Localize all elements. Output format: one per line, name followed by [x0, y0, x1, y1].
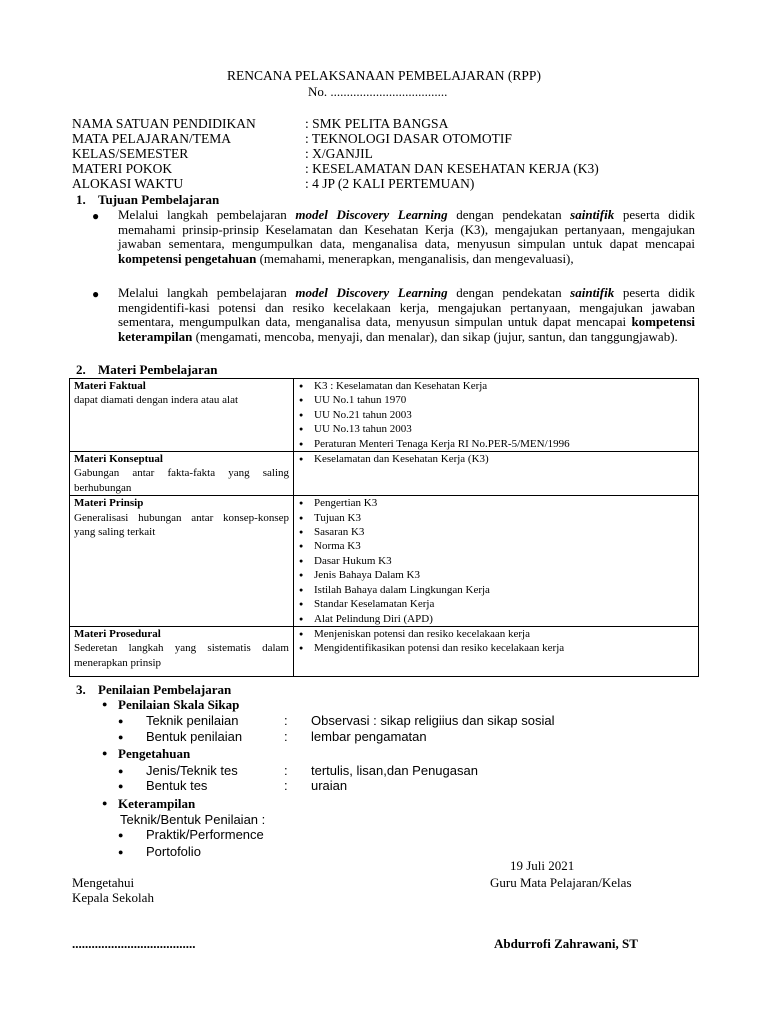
list-item: ● Mengidentifikasikan potensi dan resiko kecelakaan kerja [298, 641, 694, 655]
list-item: ● K3 : Keselamatan dan Kesehatan Kerja [298, 379, 694, 393]
text-run: peserta didik mengidentifi-kasi potensi dan resiko kecelakaan kerja, mengajukan pertanyaan, mengajukan jawaban sementara, mengumpulkan data, menganalisa data, menyusun simpulan untuk dapat mencapai [118, 285, 695, 330]
assessment-colon: : [284, 763, 288, 778]
list-item: ● UU No.21 tahun 2003 [298, 408, 694, 422]
material-items-cell [294, 626, 699, 676]
material-type-head: Materi Prinsip [74, 497, 144, 510]
materials-table [69, 378, 699, 677]
table-row [70, 626, 699, 676]
assessment-intro: Teknik/Bentuk Penilaian : [120, 812, 266, 827]
list-item: ● Tujuan K3 [298, 511, 694, 525]
assessment-label: Teknik penilaian [146, 713, 239, 728]
text-run: (mengamati, mencoba, menyaji, dan menalar), dan sikap (jujur, santun, dan tanggungjawab). [192, 328, 678, 344]
list-item: ● Jenis Bahaya Dalam K3 [298, 568, 694, 582]
text-run: peserta didik memahami prinsip-prinsip Keselamatan dan Kesehatan Kerja (K3), mengajukan pertanyaan, mengajukan jawaban sementara, mengumpulkan data, menganalisa data, menyusun simpulan untuk dapat mencapai [118, 207, 695, 252]
identity-value: : X/GANJIL [305, 146, 373, 161]
list-item: ● Sasaran K3 [298, 525, 694, 539]
text-run: Melalui langkah pembelajaran [118, 285, 296, 300]
text-run: dengan pendekatan [447, 285, 571, 300]
material-type-desc: dapat diamati dengan indera atau alat [74, 394, 239, 407]
identity-value: : TEKNOLOGI DASAR OTOMOTIF [305, 131, 512, 146]
list-item: ● Dasar Hukum K3 [298, 554, 694, 568]
material-type-cell [70, 496, 294, 627]
bullet-icon: ● [118, 847, 124, 857]
identity-label: MATERI POKOK [72, 161, 173, 176]
text-run-bold-italic: model Discovery Learning [295, 285, 448, 300]
text-run-bold-italic: model Discovery Learning [295, 207, 448, 222]
material-type-head: Materi Faktual [74, 380, 146, 392]
section-number: 2. [76, 362, 86, 377]
sign-left-line2: Kepala Sekolah [72, 890, 154, 905]
section-title: Penilaian Pembelajaran [98, 682, 232, 697]
doc-number: No. .................................... [308, 84, 448, 99]
section-title: Tujuan Pembelajaran [98, 192, 220, 207]
list-item: ● Istilah Bahaya dalam Lingkungan Kerja [298, 583, 694, 597]
bullet-icon: ● [92, 287, 100, 301]
assessment-value: lembar pengamatan [311, 729, 427, 744]
bullet-icon: ● [118, 732, 124, 742]
identity-label: ALOKASI WAKTU [72, 176, 184, 191]
section-number: 3. [76, 682, 86, 697]
material-type-head: Materi Prosedural [74, 627, 161, 640]
material-type-desc: Gabungan antar fakta-fakta yang saling berhubungan [74, 467, 289, 494]
bullet-icon: ● [118, 716, 124, 726]
bullet-icon: ● [118, 781, 124, 791]
assessment-colon: : [284, 778, 288, 793]
assessment-colon: : [284, 729, 288, 744]
assessment-label: Bentuk penilaian [146, 729, 243, 744]
material-type-cell [70, 626, 294, 676]
table-row [70, 496, 699, 627]
table-row [70, 379, 699, 452]
material-items-cell [294, 379, 699, 452]
bullet-icon: ● [102, 748, 108, 758]
doc-title: RENCANA PELAKSANAAN PEMBELAJARAN (RPP) [227, 68, 541, 83]
section-title: Materi Pembelajaran [98, 362, 218, 377]
assessment-value: uraian [311, 778, 348, 793]
assessment-subheading: Penilaian Skala Sikap [118, 697, 240, 712]
text-run: Melalui langkah pembelajaran [118, 207, 296, 222]
identity-label: KELAS/SEMESTER [72, 146, 189, 161]
list-item: ● Standar Keselamatan Kerja [298, 597, 694, 611]
material-items-cell [294, 452, 699, 496]
text-run-bold-italic: saintifik [570, 207, 615, 222]
identity-value: : KESELAMATAN DAN KESEHATAN KERJA (K3) [305, 161, 599, 176]
material-type-cell [70, 379, 294, 452]
assessment-subheading: Keterampilan [118, 796, 196, 811]
assessment-item: Praktik/Performence [146, 827, 264, 842]
assessment-label: Bentuk tes [146, 778, 208, 793]
bullet-icon: ● [92, 209, 100, 223]
goal-paragraph-2 [118, 286, 695, 344]
identity-label: NAMA SATUAN PENDIDIKAN [72, 116, 256, 131]
identity-label: MATA PELAJARAN/TEMA [72, 131, 232, 146]
list-item: ● Alat Pelindung Diri (APD) [298, 612, 694, 626]
bullet-icon: ● [102, 798, 108, 808]
list-item: ● Keselamatan dan Kesehatan Kerja (K3) [298, 452, 694, 466]
list-item: ● Pengertian K3 [298, 496, 694, 510]
list-item: ● UU No.1 tahun 1970 [298, 393, 694, 407]
sign-left-name: ...................................... [72, 936, 196, 951]
sign-left-line1: Mengetahui [72, 875, 135, 890]
table-row [70, 452, 699, 496]
material-type-desc: Sederetan langkah yang sistematis dalam menerapkan prinsip [74, 642, 289, 669]
assessment-label: Jenis/Teknik tes [146, 763, 238, 778]
text-run-bold-italic: saintifik [570, 285, 615, 300]
sign-date: 19 Juli 2021 [510, 858, 575, 873]
material-type-desc: Generalisasi hubungan antar konsep-konsep yang saling terkait [74, 511, 289, 539]
assessment-value: tertulis, lisan,dan Penugasan [311, 763, 478, 778]
list-item: ● Norma K3 [298, 539, 694, 553]
bullet-icon: ● [102, 699, 108, 709]
assessment-value: Observasi : sikap religiius dan sikap sosial [311, 713, 555, 728]
text-run-bold: kompetensi pengetahuan [118, 250, 257, 266]
material-items-cell [294, 496, 699, 627]
section-heading-penilaian [76, 682, 231, 698]
list-item: ● Menjeniskan potensi dan resiko kecelakaan kerja [298, 627, 694, 641]
text-run-bold: kompetensi keterampilan [118, 314, 695, 344]
section-heading-materi [76, 362, 217, 378]
section-heading-tujuan [76, 192, 219, 208]
sign-right-line1: Guru Mata Pelajaran/Kelas [490, 875, 632, 890]
goal-paragraph-1 [118, 208, 695, 266]
list-item: ● UU No.13 tahun 2003 [298, 422, 694, 436]
assessment-subheading: Pengetahuan [118, 746, 191, 761]
assessment-colon: : [284, 713, 288, 728]
sign-right-name: Abdurrofi Zahrawani, ST [494, 936, 638, 951]
section-number: 1. [76, 192, 86, 207]
assessment-item: Portofolio [146, 844, 201, 859]
text-run: (memahami, menerapkan, menganalisis, dan mengevaluasi), [256, 250, 574, 266]
list-item: ● Peraturan Menteri Tenaga Kerja RI No.PER-5/MEN/1996 [298, 437, 694, 451]
identity-value: : SMK PELITA BANGSA [305, 116, 449, 131]
bullet-icon: ● [118, 830, 124, 840]
material-type-head: Materi Konseptual [74, 453, 163, 466]
text-run: dengan pendekatan [447, 207, 571, 222]
bullet-icon: ● [118, 766, 124, 776]
material-type-cell [70, 452, 294, 496]
identity-value: : 4 JP (2 KALI PERTEMUAN) [305, 176, 475, 191]
